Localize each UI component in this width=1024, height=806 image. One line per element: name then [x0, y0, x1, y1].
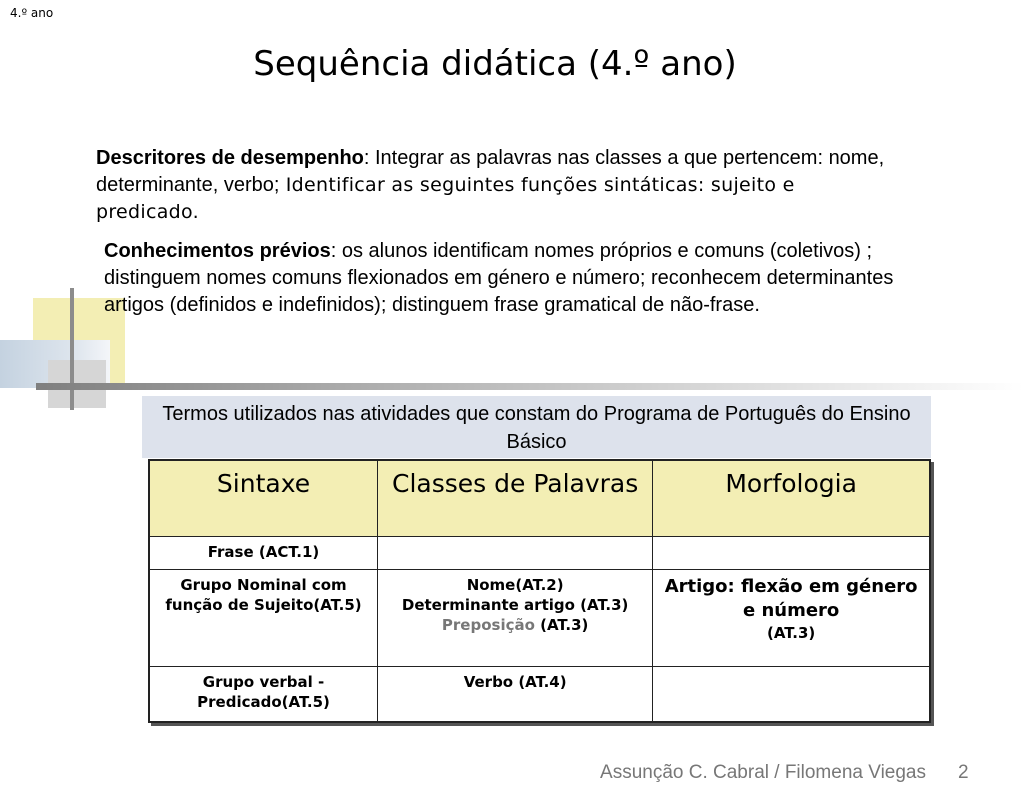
- descritores-label: Descritores de desempenho: [96, 147, 364, 169]
- table-row: [149, 666, 930, 722]
- table-header-row: [149, 460, 930, 536]
- descritores-text-b: Identificar as seguintes funções sintáticas: sujeito e predicado.: [96, 174, 795, 223]
- cell-sintaxe: Grupo Nominal com função de Sujeito(AT.5): [149, 569, 378, 666]
- cell-classes: [378, 536, 653, 569]
- corner-label: 4.º ano: [10, 6, 54, 20]
- conhecimentos-paragraph: [104, 238, 904, 319]
- classes-preposicao: Preposição: [441, 615, 535, 634]
- cell-sintaxe: Grupo verbal - Predicado(AT.5): [149, 666, 378, 722]
- descritores-paragraph: [96, 145, 896, 226]
- classes-nome: Nome(AT.2): [466, 575, 564, 594]
- header-sintaxe: Sintaxe: [149, 460, 378, 536]
- cell-sintaxe: Frase (ACT.1): [149, 536, 378, 569]
- terms-table: [148, 459, 931, 723]
- cell-classes: Verbo (AT.4): [378, 666, 653, 722]
- classes-determinante: Determinante artigo (AT.3): [401, 595, 629, 614]
- classes-preposicao-line: [384, 615, 646, 635]
- header-morfologia: Morfologia: [653, 460, 930, 536]
- conhecimentos-label: Conhecimentos prévios: [104, 240, 331, 262]
- cell-morfologia: [653, 536, 930, 569]
- classes-preposicao-suffix: (AT.3): [534, 615, 589, 634]
- footer-authors: Assunção C. Cabral / Filomena Viegas: [600, 762, 926, 783]
- header-classes: Classes de Palavras: [378, 460, 653, 536]
- page-number: 2: [958, 762, 969, 783]
- cell-morfologia: [653, 569, 930, 666]
- cell-morfologia: [653, 666, 930, 722]
- cell-classes: [378, 569, 653, 666]
- table-caption: Termos utilizados nas atividades que constam do Programa de Português do Ensino Básico: [142, 396, 931, 458]
- morfologia-artigo: Artigo: flexão em género e número: [664, 575, 918, 621]
- slide-title: Sequência didática (4.º ano): [253, 44, 737, 84]
- morfologia-artigo-ref: (AT.3): [767, 623, 816, 642]
- table-row: [149, 536, 930, 569]
- decorative-horizontal-line: [36, 383, 1024, 390]
- conhecimentos-text: : os alunos identificam nomes próprios e comuns (coletivos) ; distinguem nomes comuns flexionados em género e número; reconhecem determinantes artigos (definidos e indefinidos); distinguem frase gramatical de não-frase.: [104, 240, 894, 316]
- descritores-text-a: : Integrar as palavras nas classes a que pertencem: nome, determinante, verbo;: [96, 147, 885, 196]
- decorative-vertical-line: [70, 288, 74, 410]
- table-row: [149, 569, 930, 666]
